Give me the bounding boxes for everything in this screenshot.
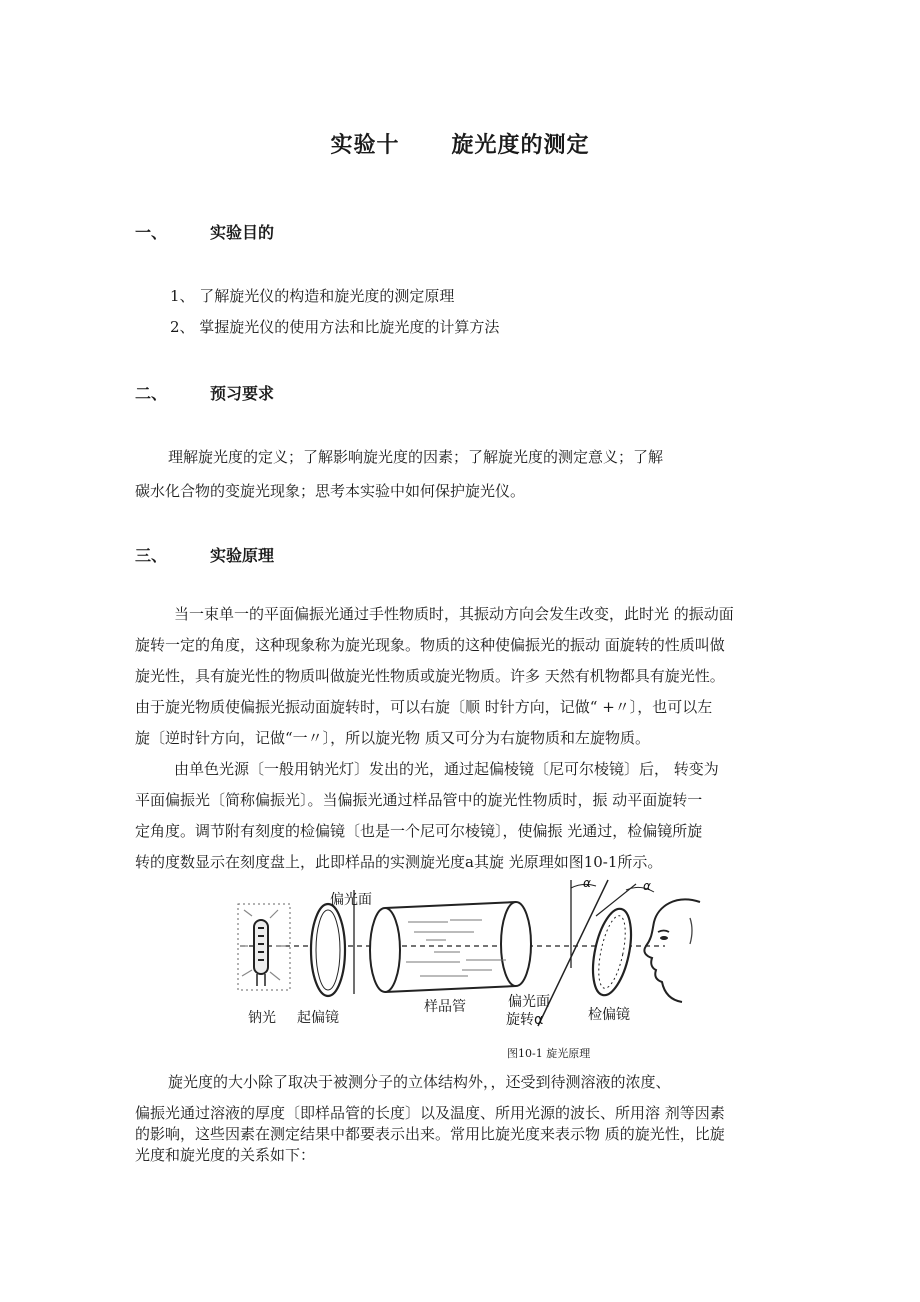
polarizer-icon — [311, 904, 345, 996]
polarimeter-diagram — [230, 876, 710, 1034]
principle-line: 旋〔逆时针方向，记做“一〃〕，所以旋光物 质又可分为右旋物质和左旋物质。 — [135, 729, 650, 747]
label-sodium-light: 钠光 — [248, 1010, 276, 1026]
label-sample-tube: 样品管 — [424, 999, 466, 1015]
principle-line: 平面偏振光〔简称偏振光〕。当偏振光通过样品管中的旋光性物质时，振 动平面旋转一 — [135, 791, 703, 809]
objective-item: 2、 掌握旋光仪的使用方法和比旋光度的计算方法 — [170, 318, 500, 336]
section-title: 预习要求 — [210, 384, 275, 403]
principle-line: 转的度数显示在刻度盘上，此即样品的实测旋光度a其旋 光原理如图10-1所示。 — [135, 853, 663, 871]
principle-line: 旋转一定的角度，这种现象称为旋光现象。物质的这种使偏振光的振动 面旋转的性质叫做 — [135, 636, 725, 654]
principle-line: 由于旋光物质使偏振光振动面旋转时，可以右旋〔顺 时针方向，记做“ +〃〕，也可以左 — [135, 698, 713, 716]
section-number: 二、 — [135, 384, 168, 403]
principle-line: 光度和旋光度的关系如下： — [135, 1146, 316, 1164]
label-analyzer: 检偏镜 — [588, 1007, 630, 1023]
preview-line: 碳水化合物的变旋光现象；思考本实验中如何保护旋光仪。 — [135, 482, 526, 500]
section-heading-principle — [135, 543, 435, 567]
objective-item: 1、 了解旋光仪的构造和旋光度的测定原理 — [170, 287, 455, 305]
label-alpha-2: α — [643, 879, 651, 893]
title-part-1: 实验十 — [330, 133, 400, 158]
principle-line: 的影响，这些因素在测定结果中都要表示出来。常用比旋光度来表示物 质的旋光性，比旋 — [135, 1125, 725, 1143]
principle-line: 由单色光源〔一般用钠光灯〕发出的光，通过起偏棱镜〔尼可尔棱镜〕后， 转变为 — [174, 760, 719, 778]
label-alpha-1: α — [583, 876, 591, 890]
label-rotated-plane-2: 旋转α — [506, 1012, 544, 1028]
label-rotated-plane-1: 偏光面 — [508, 994, 550, 1010]
label-polarizer: 起偏镜 — [297, 1010, 339, 1026]
section-heading-objectives — [135, 220, 435, 244]
principle-line: 偏振光通过溶液的厚度〔即样品管的长度〕以及温度、所用光源的波长、所用溶 剂等因素 — [135, 1104, 725, 1122]
section-title: 实验目的 — [210, 223, 275, 242]
figure-caption: 图10-1 旋光原理 — [507, 1047, 591, 1060]
principle-line: 当一束单一的平面偏振光通过手性物质时，其振动方向会发生改变，此时光 的振动面 — [174, 605, 734, 623]
page-title — [0, 128, 920, 159]
section-number: 一、 — [135, 223, 168, 242]
section-heading-preview — [135, 381, 435, 405]
sodium-lamp-icon — [238, 904, 290, 990]
title-part-2: 旋光度的测定 — [451, 133, 590, 158]
label-polarization-plane: 偏光面 — [330, 892, 372, 908]
observer-face-icon — [644, 899, 700, 1002]
section-title: 实验原理 — [210, 546, 275, 565]
principle-line: 旋光性，具有旋光性的物质叫做旋光性物质或旋光物质。许多 天然有机物都具有旋光性。 — [135, 667, 725, 685]
sample-tube-icon — [370, 902, 531, 992]
preview-line: 理解旋光度的定义；了解影响旋光度的因素；了解旋光度的测定意义；了解 — [168, 448, 664, 466]
principle-line: 定角度。调节附有刻度的检偏镜〔也是一个尼可尔棱镜〕，使偏振 光通过，检偏镜所旋 — [135, 822, 703, 840]
analyzer-icon — [586, 884, 654, 999]
section-number: 三、 — [135, 546, 168, 565]
principle-line: 旋光度的大小除了取决于被测分子的立体结构外，，还受到待测溶液的浓度、 — [168, 1073, 671, 1091]
